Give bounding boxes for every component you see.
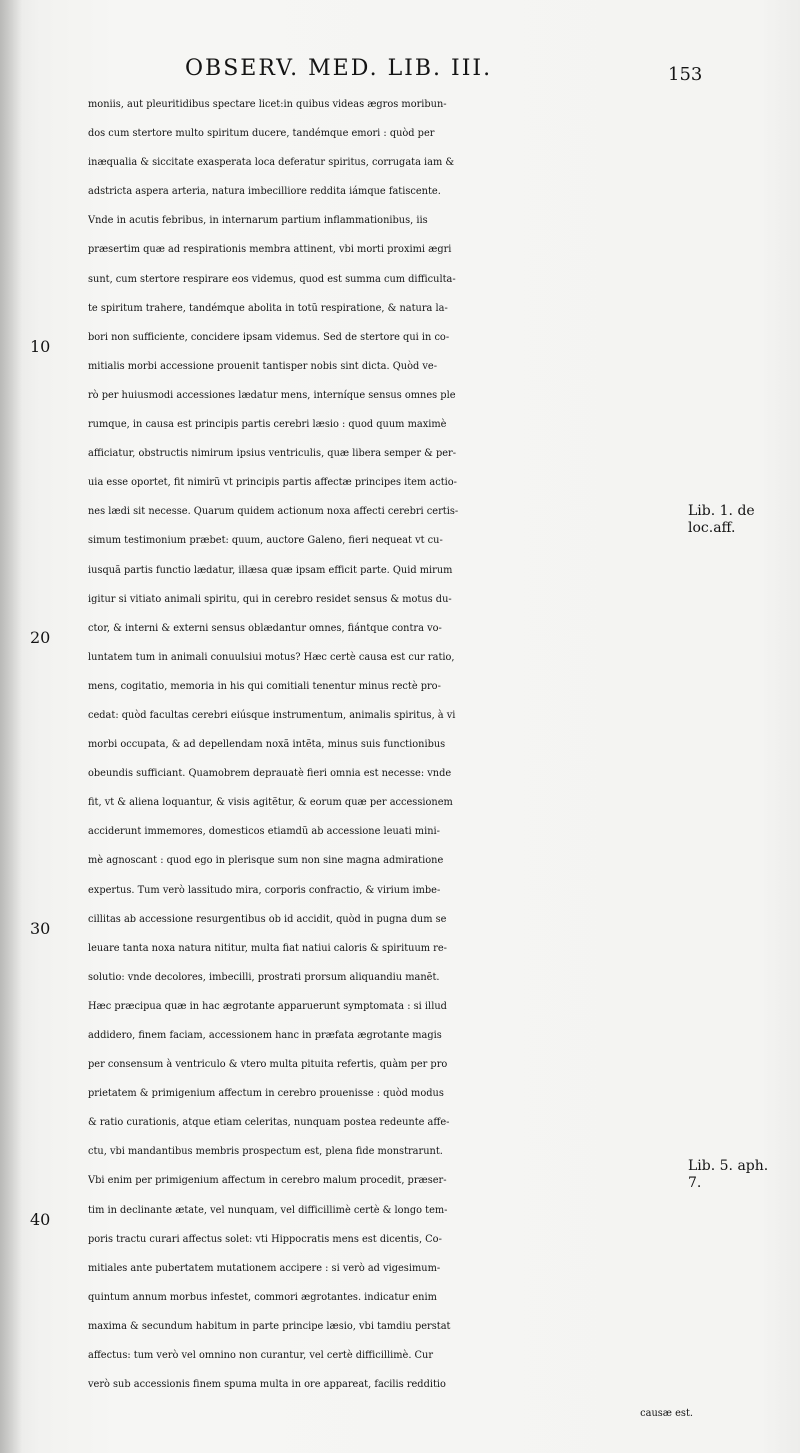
text-line: prietatem & primigenium affectum in cerebro prouenisse : quòd modus: [88, 1088, 444, 1100]
main-text-block: [88, 90, 693, 1428]
running-head: OBSERV. MED. LIB. III.: [185, 56, 493, 81]
text-line: inæqualia & siccitate exasperata loca deferatur spiritus, corrugata iam &: [88, 157, 455, 169]
line-number-10: 10: [30, 337, 51, 356]
text-line: mens, cogitatio, memoria in his qui comitiali tenentur minus rectè pro-: [88, 680, 441, 692]
text-line: causæ est.: [640, 1408, 693, 1420]
margin-note-line: Lib. 1. de: [688, 503, 755, 519]
text-line: affectus: tum verò vel omnino non curantur, vel certè difficillimè. Cur: [88, 1350, 434, 1362]
text-line: rò per huiusmodi accessiones lædatur mens, interníque sensus omnes ple: [88, 389, 456, 401]
text-line: mitialis morbi accessione prouenit tantisper nobis sint dicta. Quòd ve-: [88, 360, 437, 372]
text-line: adstricta aspera arteria, natura imbecilliore reddita iámque fatiscente.: [88, 186, 441, 198]
text-line: ctor, & interni & externi sensus oblædantur omnes, fiántque contra vo-: [88, 622, 442, 634]
text-line: addidero, finem faciam, accessionem hanc in præfata ægrotante magis: [88, 1030, 442, 1041]
margin-note-line: loc.aff.: [688, 520, 736, 536]
text-line: leuare tanta noxa natura nititur, multa fiat natiui caloris & spirituum re-: [88, 942, 447, 954]
page-number: 153: [668, 64, 703, 85]
text-line: Vbi enim per primigenium affectum in cerebro malum procedit, præser-: [88, 1175, 447, 1187]
text-line: maxima & secundum habitum in parte principe læsio, vbi tamdiu perstat: [88, 1320, 451, 1332]
text-line: fit, vt & aliena loquantur, & visis agitẽtur, & eorum quæ per accessionem: [88, 797, 453, 809]
text-line: sunt, cum stertore respirare eos videmus, quod est summa cum difficulta-: [88, 273, 456, 285]
text-line: Hæc præcipua quæ in hac ægrotante apparuerunt symptomata : si illud: [88, 1000, 447, 1012]
text-line: & ratio curationis, atque etiam celeritas, nunquam postea redeunte affe-: [88, 1117, 450, 1129]
text-line: ctu, vbi mandantibus membris prospectum est, plena fide monstrarunt.: [88, 1146, 443, 1158]
text-line: Vnde in acutis febribus, in internarum partium inflammationibus, iis: [88, 215, 428, 227]
line-number-40: 40: [30, 1210, 51, 1229]
text-line: bori non sufficiente, concidere ipsam videmus. Sed de stertore qui in co-: [88, 331, 450, 343]
text-line: solutio: vnde decolores, imbecilli, prostrati prorsum aliquandiu manẽt.: [88, 971, 440, 983]
text-line: præsertim quæ ad respirationis membra attinent, vbi morti proximi ægri: [88, 244, 452, 256]
text-line: moniis, aut pleuritidibus spectare licet:in quibus videas ægros moribun-: [88, 99, 447, 110]
text-line: acciderunt immemores, domesticos etiamdũ ab accessione leuati mini-: [88, 826, 440, 838]
text-line: poris tractu curari affectus solet: vti Hippocratis mens est dicentis, Co-: [88, 1233, 442, 1245]
text-line: afficiatur, obstructis nimirum ipsius ventriculis, quæ libera semper & per-: [88, 448, 457, 460]
text-line: rumque, in causa est principis partis cerebri læsio : quod quum maximè: [88, 419, 447, 431]
margin-note-hippocrates: [688, 1158, 768, 1192]
line-number-20: 20: [30, 628, 51, 647]
line-number-30: 30: [30, 919, 51, 938]
text-line: uia esse oportet, fit nimirũ vt principis partis affectæ principes item actio-: [88, 477, 457, 489]
margin-note-line: 7.: [688, 1175, 702, 1191]
text-line: luntatem tum in animali conuulsiui motus? Hæc certè causa est cur ratio,: [88, 651, 455, 663]
text-line: cillitas ab accessione resurgentibus ob id accidit, quòd in pugna dum se: [88, 913, 447, 925]
margin-note-galen: [688, 503, 755, 537]
text-line: simum testimonium præbet: quum, auctore Galeno, fieri nequeat vt cu-: [88, 535, 443, 547]
text-line: nes lædi sit necesse. Quarum quidem actionum noxa affecti cerebri certis-: [88, 506, 459, 518]
text-line: obeundis sufficiant. Quamobrem deprauatè fieri omnia est necesse: vnde: [88, 768, 452, 780]
text-line: tim in declinante ætate, vel nunquam, vel difficillimè certè & longo tem-: [88, 1204, 448, 1216]
text-line: mè agnoscant : quod ego in plerisque sum non sine magna admiratione: [88, 855, 444, 867]
text-line: expertus. Tum verò lassitudo mira, corporis confractio, & virium imbe-: [88, 884, 441, 896]
text-line: mitiales ante pubertatem mutationem accipere : si verò ad vigesimum-: [88, 1262, 441, 1274]
gutter-shadow: [0, 0, 22, 1453]
margin-note-line: Lib. 5. aph.: [688, 1158, 769, 1174]
text-line: te spiritum trahere, tandémque abolita in totũ respiratione, & natura la-: [88, 302, 448, 314]
text-line: igitur si vitiato animali spiritu, qui in cerebro residet sensus & motus du-: [88, 593, 452, 605]
text-line: per consensum à ventriculo & vtero multa pituita refertis, quàm per pro: [88, 1059, 448, 1071]
text-line: quintum annum morbus infestet, commori ægrotantes. indicatur enim: [88, 1291, 437, 1303]
text-line: morbi occupata, & ad depellendam noxã intẽta, minus suis functionibus: [88, 739, 446, 751]
text-line: dos cum stertore multo spiritum ducere, tandémque emori : quòd per: [88, 128, 435, 140]
text-line: iusquã partis functio lædatur, illæsa quæ ipsam efficit parte. Quid mirum: [88, 564, 453, 576]
text-line: cedat: quòd facultas cerebri eiúsque instrumentum, animalis spiritus, à vi: [88, 709, 456, 721]
text-line: verò sub accessionis finem spuma multa in ore appareat, facilis redditio: [88, 1379, 446, 1391]
